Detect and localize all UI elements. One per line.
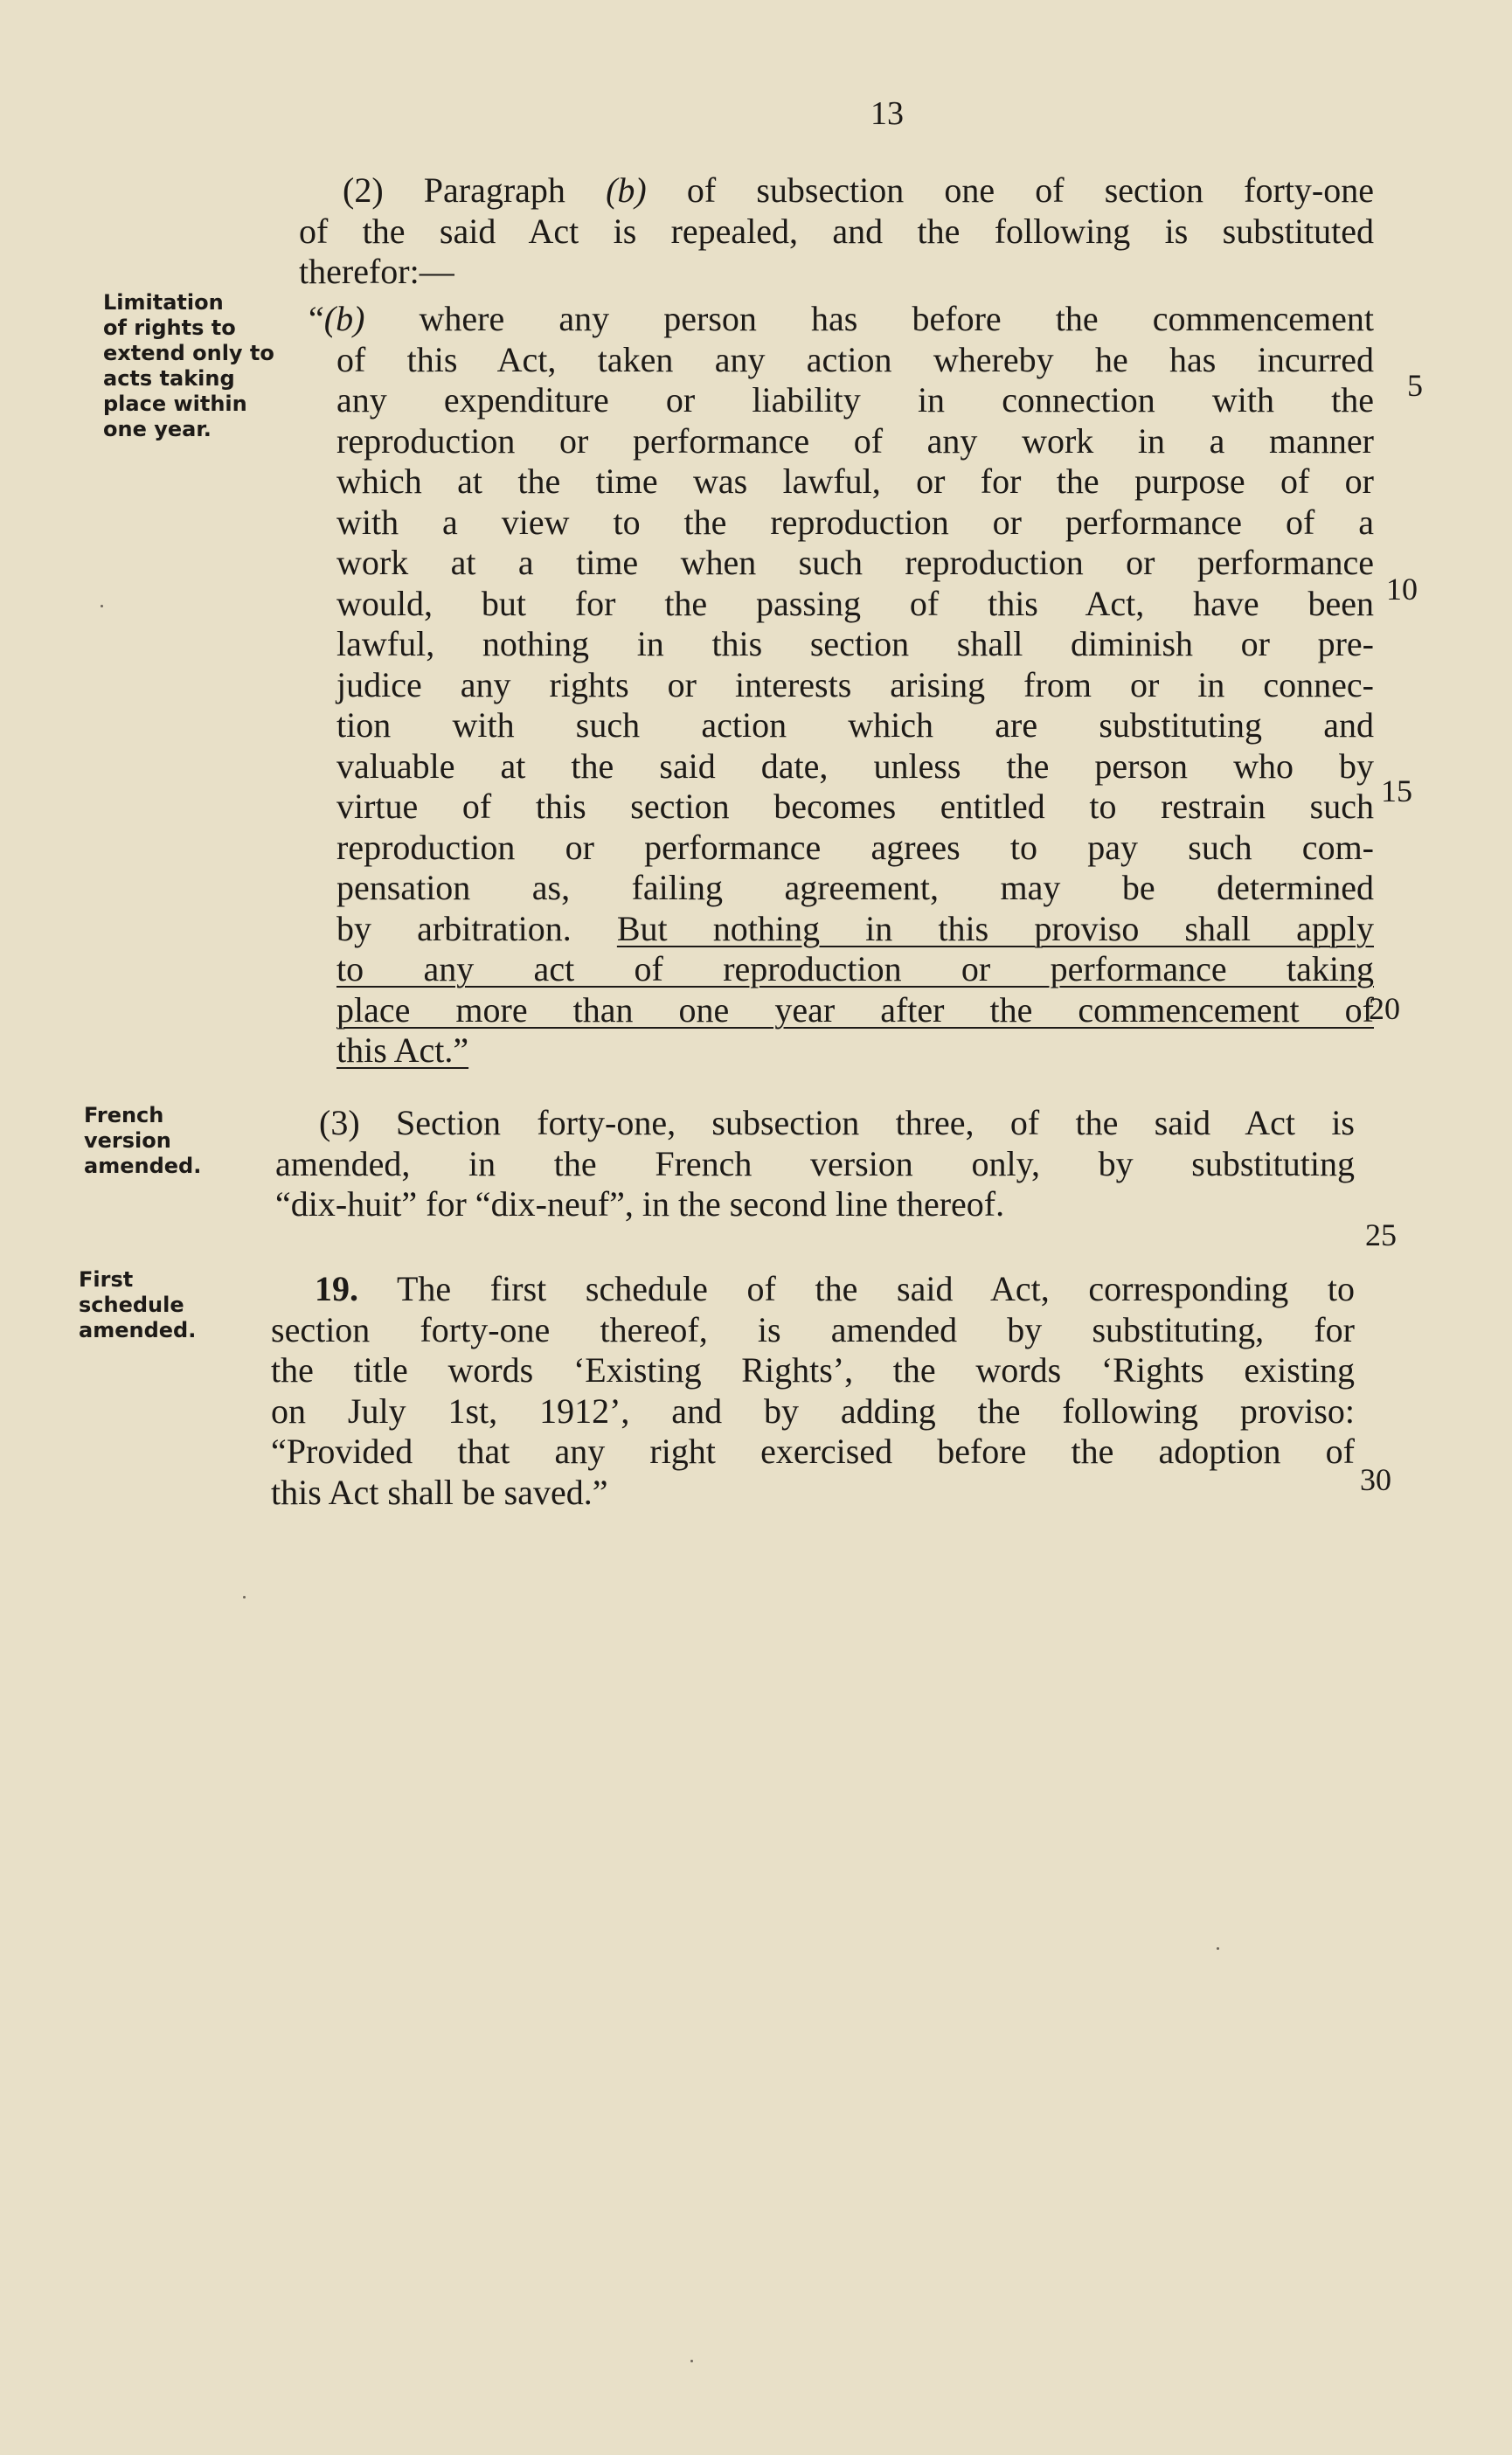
text-line: the title words ‘Existing Rights’, the words ‘Rights existing: [271, 1350, 1355, 1390]
text-line: amended, in the French version only, by substituting: [275, 1143, 1355, 1183]
text-line: (3) Section forty-one, subsection three, of the said Act is: [319, 1103, 1355, 1142]
text-line: reproduction or performance agrees to pay such com-: [336, 827, 1374, 867]
text-line: with a view to the reproduction or performance of a: [336, 502, 1374, 542]
text-line: therefor:—: [299, 252, 454, 291]
section-19: [271, 1269, 1355, 1513]
text-line: of the said Act is repealed, and the following is substituted: [299, 211, 1374, 251]
text-line: (2) Paragraph (b) of subsection one of section forty-one: [343, 170, 1375, 210]
text-line: “(b) where any person has before the commencement: [309, 299, 1374, 338]
text-line: 19. The first schedule of the said Act, corresponding to: [315, 1269, 1355, 1308]
text-line: lawful, nothing in this section shall diminish or pre-: [336, 624, 1374, 663]
margin-note-limitation: Limitation of rights to extend only to acts taking place within one year.: [103, 290, 274, 441]
paper-speck: [1217, 1947, 1219, 1950]
line-number: 25: [1365, 1217, 1397, 1252]
text-line: any expenditure or liability in connection with the: [336, 380, 1374, 420]
text-line: “dix-huit” for “dix-neuf”, in the second line thereof.: [275, 1184, 1005, 1224]
text-line: work at a time when such reproduction or performance: [336, 543, 1374, 582]
text-line: which at the time was lawful, or for the purpose of or: [336, 461, 1374, 501]
text-line: by arbitration. But nothing in this proviso shall apply: [336, 908, 1374, 948]
text-line: would, but for the passing of this Act, have been: [336, 583, 1374, 623]
line-number: 10: [1386, 572, 1418, 607]
line-number: 20: [1369, 991, 1400, 1026]
margin-note-first-schedule: First schedule amended.: [79, 1267, 197, 1342]
text-line: virtue of this section becomes entitled to restrain such: [336, 787, 1374, 826]
text-line: reproduction or performance of any work in a manner: [336, 420, 1374, 461]
page-number: 13: [870, 95, 904, 132]
paragraph-3: [275, 1103, 1355, 1225]
section-number: 19.: [315, 1269, 358, 1308]
text-line: judice any rights or interests arising from or in connec-: [336, 664, 1374, 704]
text-line: “Provided that any right exercised before the adoption of: [271, 1432, 1355, 1471]
text-line: on July 1st, 1912’, and by adding the following proviso:: [271, 1390, 1355, 1431]
paragraph-2: [299, 170, 1374, 293]
underlined-proviso: But nothing in this proviso shall apply: [616, 908, 1374, 948]
underlined-text-line: this Act.”: [336, 1030, 469, 1070]
line-number: 30: [1360, 1462, 1391, 1497]
text-line: tion with such action which are substituting and: [336, 705, 1374, 745]
underlined-text-line: to any act of reproduction or performance taking: [336, 949, 1374, 988]
paper-speck: [101, 605, 103, 607]
text-line: pensation as, failing agreement, may be determined: [336, 868, 1374, 907]
text-line: section forty-one thereof, is amended by substituting, for: [271, 1309, 1355, 1349]
text-line: of this Act, taken any action whereby he has incurred: [336, 339, 1374, 379]
text-line: valuable at the said date, unless the person who by: [336, 746, 1374, 786]
line-number: 15: [1381, 773, 1412, 808]
paper-speck: [690, 2360, 693, 2362]
underlined-text-line: place more than one year after the commencement of: [336, 989, 1374, 1030]
paper-speck: [243, 1596, 246, 1599]
margin-note-french-version: French version amended.: [84, 1103, 202, 1178]
text-line: this Act shall be saved.”: [271, 1472, 608, 1512]
quoted-paragraph-b: [309, 299, 1374, 1071]
line-number: 5: [1407, 368, 1423, 403]
